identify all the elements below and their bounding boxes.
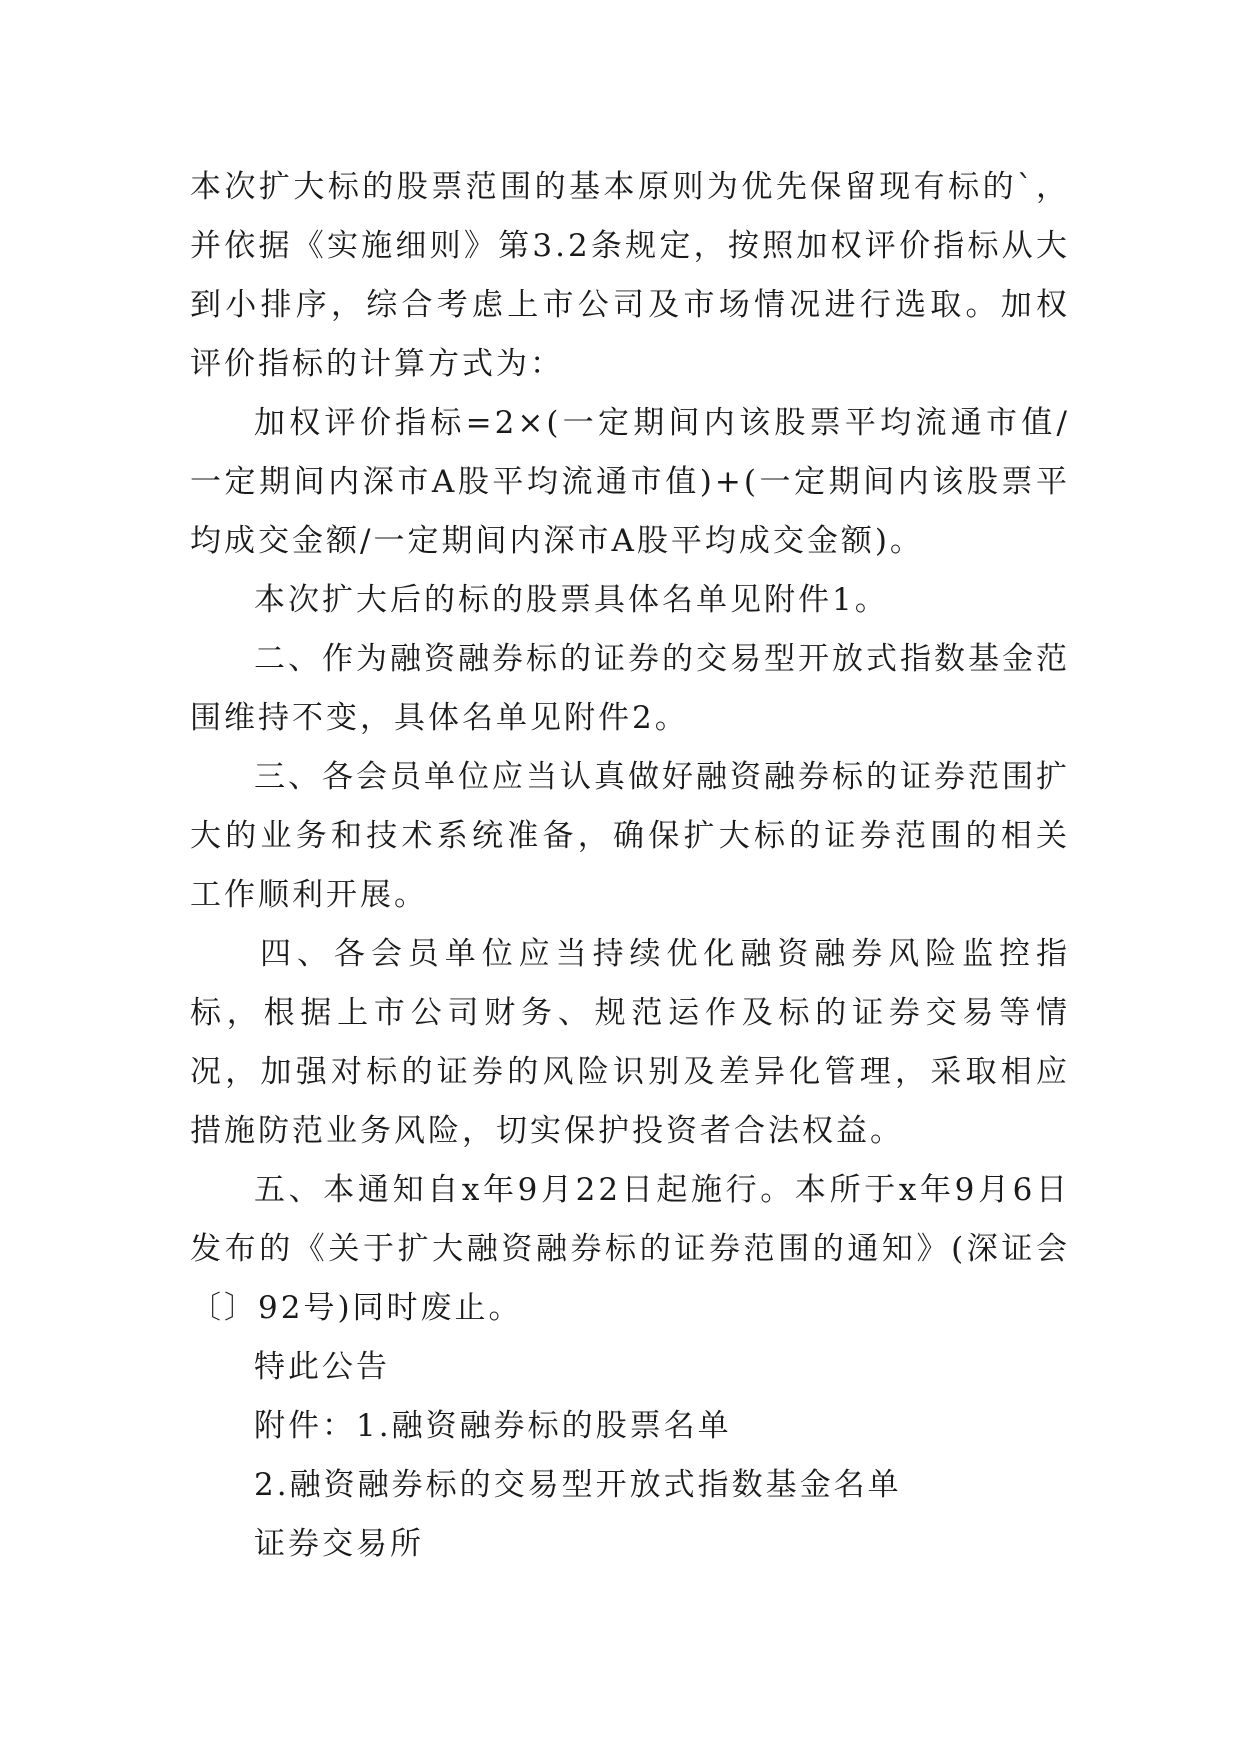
paragraph-item-two: 二、作为融资融券标的证券的交易型开放式指数基金范围维持不变，具体名单见附件2。 [190, 641, 1070, 736]
paragraph-weighted-formula: 加权评价指标=2×(一定期间内该股票平均流通市值/一定期间内深市A股平均流通市值)+(一定期间内该股票平均成交金额/一定期间内深市A股平均成交金额)。 [190, 405, 1070, 559]
paragraph-issuer: 证券交易所 [254, 1526, 424, 1562]
paragraph-item-three: 三、各会员单位应当认真做好融资融券标的证券范围扩大的业务和技术系统准备，确保扩大标的证券范围的相关工作顺利开展。 [190, 759, 1070, 913]
paragraph-selection-principle: 本次扩大标的股票范围的基本原则为优先保留现有标的`，并依据《实施细则》第3.2条规定，按照加权评价指标从大到小排序，综合考虑上市公司及市场情况进行选取。加权评价指标的计算方式为： [190, 169, 1070, 382]
paragraph-attachment-two: 2.融资融券标的交易型开放式指数基金名单 [254, 1467, 902, 1503]
document-body [190, 158, 1070, 1574]
paragraph-announcement: 特此公告 [254, 1349, 390, 1385]
paragraph-item-four: 四、各会员单位应当持续优化融资融券风险监控指标，根据上市公司财务、规范运作及标的证券交易等情况，加强对标的证券的风险识别及差异化管理，采取相应措施防范业务风险，切实保护投资者合法权益。 [190, 936, 1070, 1149]
paragraph-attachment-one: 附件：1.融资融券标的股票名单 [254, 1408, 732, 1444]
paragraph-expanded-list: 本次扩大后的标的股票具体名单见附件1。 [254, 582, 889, 618]
paragraph-item-five: 五、本通知自x年9月22日起施行。本所于x年9月6日发布的《关于扩大融资融券标的证券范围的通知》(深证会〔〕92号)同时废止。 [190, 1172, 1070, 1326]
